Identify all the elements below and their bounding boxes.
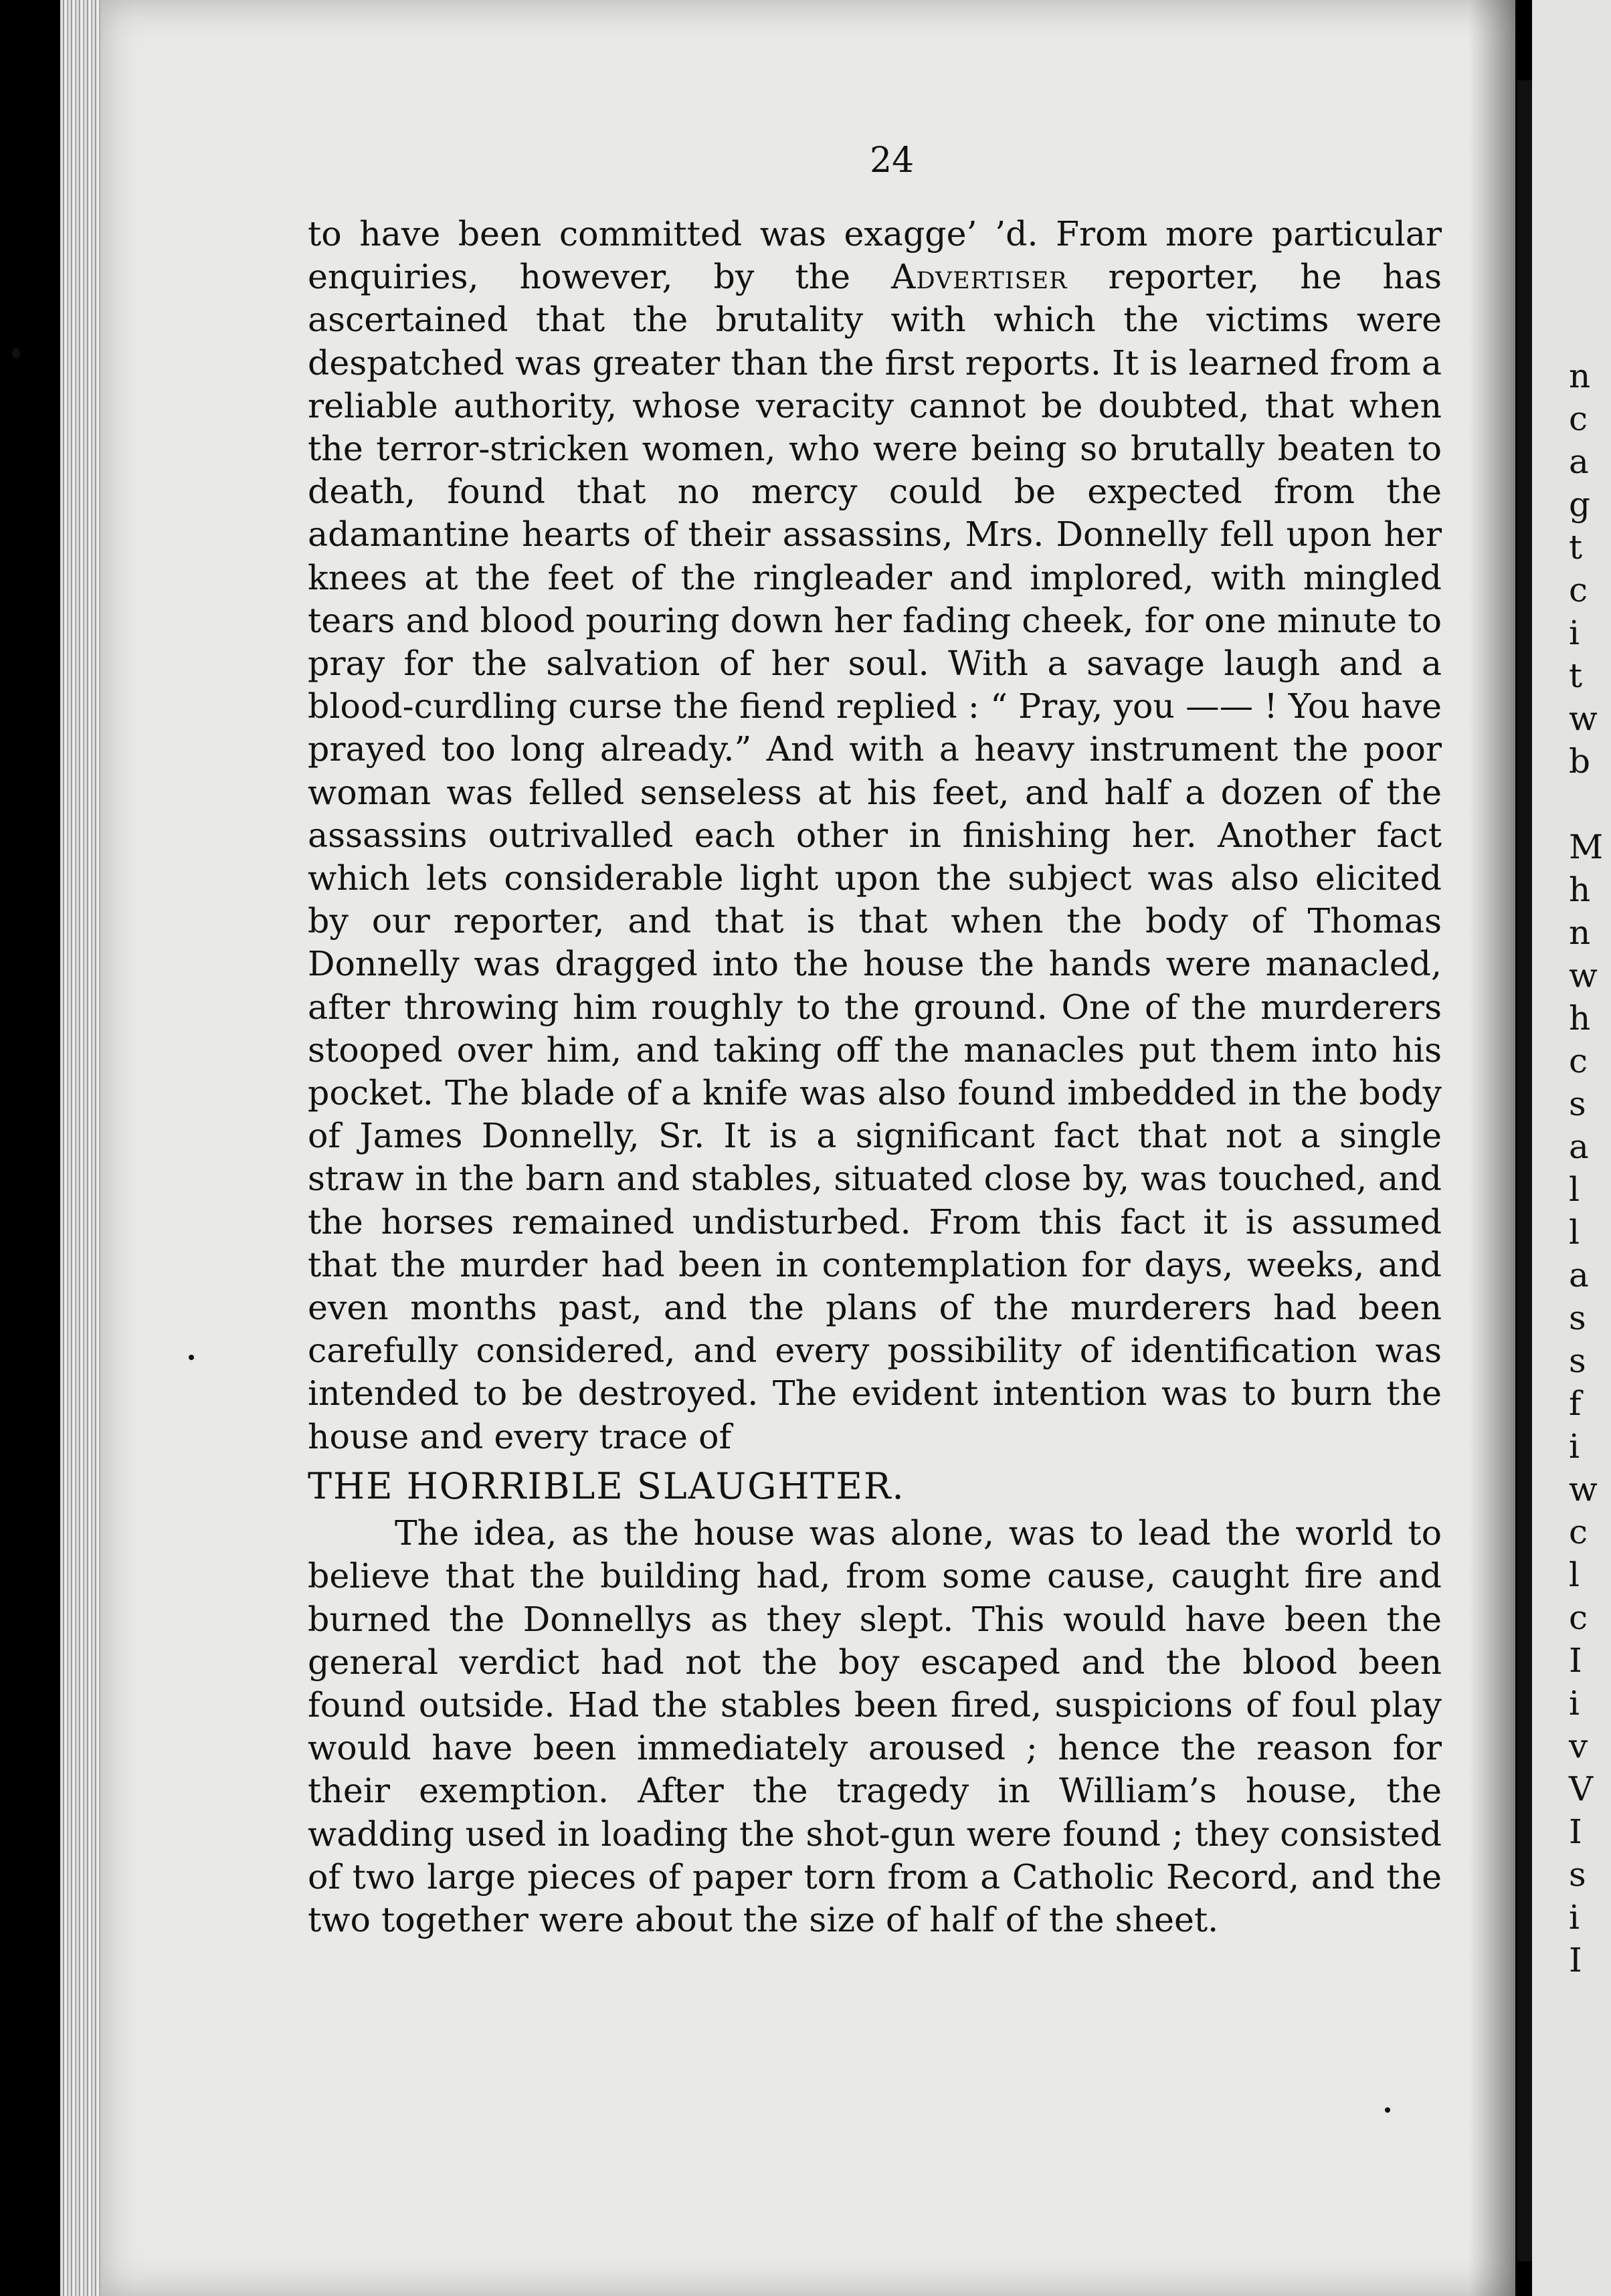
facing-page-letter: c [1569,1042,1588,1080]
facing-page-letter: b [1569,742,1591,781]
facing-page-letter: h [1569,870,1591,909]
facing-page-letter: l [1569,1555,1580,1594]
facing-page-letter: I [1569,1812,1582,1851]
facing-page-letter: s [1569,1341,1586,1380]
facing-page-letter: a [1569,1127,1589,1166]
facing-page-letter: s [1569,1855,1586,1894]
facing-page-letter: n [1569,913,1591,952]
facing-page-letter: f [1569,1384,1582,1423]
facing-page-letter: t [1569,528,1583,567]
newspaper-name: Advertiser [890,257,1068,297]
facing-page-letter: c [1569,399,1588,438]
facing-page-letter: g [1569,485,1591,524]
facing-page-letter: V [1569,1769,1594,1808]
facing-page-letter: w [1569,699,1598,738]
facing-page-letter: c [1569,1513,1588,1551]
paragraph-1-rest: reporter, he has ascertained that the brutality with which the victims were despatched was greater than the first reports. It is learned from a reliable authority, whose veracity cannot be doubted, that when the terror-stricken women, who were being so brutally beaten to death, found that no mercy could be expected from the adamantine hearts of their assassins, Mrs. Donnelly fell upon her knees at the feet of the ringleader and implored, with mingled tears and blood pouring down her fading cheek, for one minute to pray for the salvation of her soul. With a savage laugh and a blood-curdling curse the fiend replied : “ Pray, you —— ! You have prayed too long already.” And with a heavy instrument the poor woman was felled senseless at his feet, and half a dozen of the assassins outrivalled each other in finishing her. Another fact which lets considerable light upon the subject was also elicited by our reporter, and that is that when the body of Thomas Donnelly was dragged into the house the hands were manacled, after throwing him roughly to the ground. One of the murderers stooped over him, and taking off the manacles put them into his pocket. The blade of a knife was also found imbedded in the body of James Donnelly, Sr. It is a significant fact that not a single straw in the barn and stables, situated close by, was touched, and the horses remained undisturbed. From this fact it is assumed that the murder had been in contemplation for days, weeks, and even months past, and the plans of the murderers had been carefully considered, and every possibility of identification was intended to be destroyed. The evident intention was to burn the house and every trace of [308,257,1442,1456]
scan-speck [189,1355,194,1360]
facing-page-letter [1569,783,1609,826]
paragraph-2: The idea, as the house was alone, was to lead the world to believe that the building had, from some cause, caught fire and burned the Donnellys as they slept. This would have been the general verdict had not the boy escaped and the blood been found outside. Had the stables been fired, suspicions of foul play would have been immediately aroused ; hence the reason for their exemption. After the tragedy in William’s house, the wadding used in loading the shot-gun were found ; they consisted of two large pieces of paper torn from a Catholic Record, and the two together were about the size of half of the sheet. [308,1513,1442,1939]
facing-page-letter: s [1569,1299,1586,1337]
facing-page-letter: t [1569,656,1583,695]
facing-page-letter: c [1569,1598,1588,1637]
page-number: 24 [870,140,915,181]
facing-page-letter: s [1569,1084,1586,1123]
article-body [308,213,1442,1941]
facing-page-letter: a [1569,1256,1589,1295]
facing-page-letter: w [1569,1470,1598,1509]
facing-page-letter: l [1569,1170,1580,1209]
facing-page-letter: i [1569,1427,1580,1466]
facing-page-letter: h [1569,999,1591,1038]
facing-page-letter: I [1569,1941,1582,1980]
book-gutter [1517,80,1532,2261]
binding-shadow [1468,0,1515,2296]
facing-page-letter: n [1569,357,1591,395]
facing-page-letter: I [1569,1641,1582,1680]
facing-page-letters [1569,355,1609,1982]
paragraph-1 [308,213,1442,1458]
facing-page-letter: w [1569,956,1598,995]
section-heading: THE HORRIBLE SLAUGHTER. [308,1464,905,1507]
facing-page-letter: i [1569,1898,1580,1937]
facing-page-letter: M [1569,828,1604,866]
scan-speck [1385,2107,1390,2113]
facing-page-letter: c [1569,571,1588,609]
facing-page-letter: i [1569,1684,1580,1723]
facing-page-letter: l [1569,1213,1580,1252]
facing-page-letter: a [1569,442,1589,481]
scan-speck [12,348,20,359]
facing-page-letter: v [1569,1727,1588,1765]
facing-page-letter: i [1569,613,1580,652]
paragraph-1-start: to have been committed was exagge’ ’d. From more particular enquiries, however, by the [308,214,1442,297]
